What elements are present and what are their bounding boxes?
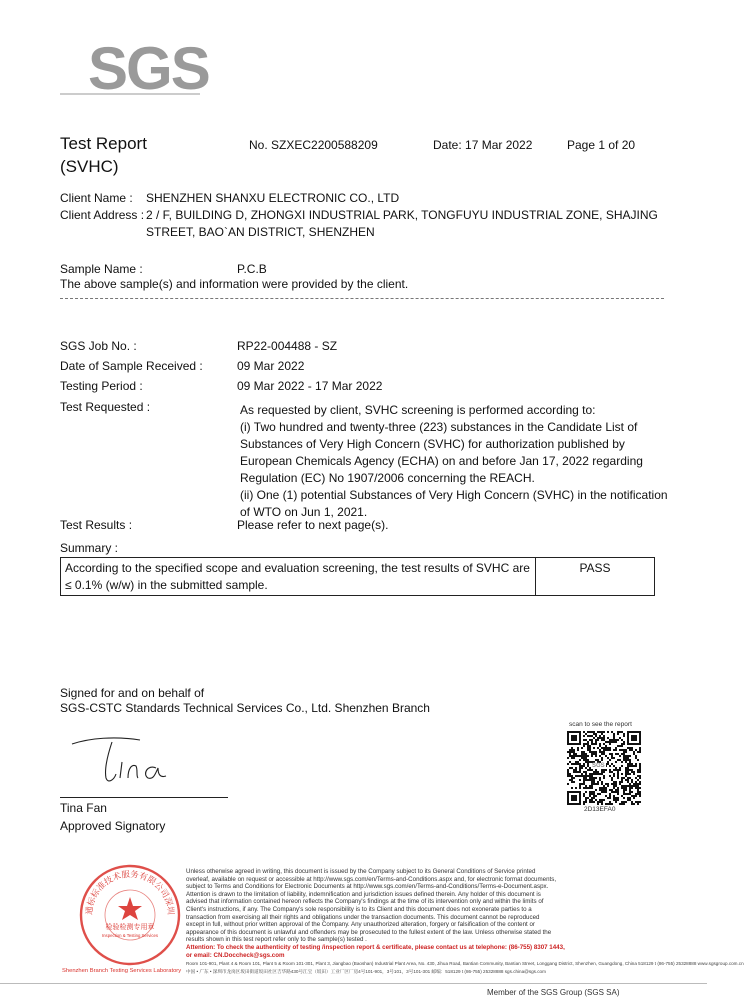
stamp-center-en: Inspection & Testing Services — [101, 933, 159, 938]
footer-address — [186, 960, 744, 976]
client-address-line2: STREET, BAO`AN DISTRICT, SHENZHEN — [146, 225, 375, 239]
summary-result: PASS — [579, 561, 611, 575]
legal-line: Attention is drawn to the limitation of liability, indemnification and jurisdiction issues defined therein. Any holder of this document is — [186, 890, 541, 898]
requested-line: Substances of Very High Concern (SVHC) for authorization published by — [240, 437, 625, 451]
requested-label: Test Requested : — [60, 400, 151, 414]
sample-note: The above sample(s) and information were provided by the client. — [60, 277, 409, 291]
member-text: Member of the SGS Group (SGS SA) — [487, 988, 620, 997]
requested-text — [240, 402, 668, 521]
footer-rule — [0, 983, 707, 984]
requested-line: of WTO on Jun 1, 2021. — [240, 505, 368, 519]
official-stamp — [78, 863, 182, 967]
requested-line: (ii) One (1) potential Substances of Very High Concern (SVHC) in the notification — [240, 488, 668, 502]
footer-legal — [186, 868, 656, 959]
client-name-label: Client Name : — [60, 191, 133, 205]
period-value: 09 Mar 2022 - 17 Mar 2022 — [237, 379, 383, 393]
signature-image — [70, 732, 190, 792]
legal-line: results shown in this test report refer only to the sample(s) tested . — [186, 936, 367, 944]
job-label: SGS Job No. : — [60, 339, 137, 353]
received-value: 09 Mar 2022 — [237, 359, 305, 373]
requested-line: (i) Two hundred and twenty-three (223) substances in the Candidate List of — [240, 420, 638, 434]
signed-line1: Signed for and on behalf of — [60, 686, 205, 700]
stamp-bottom-text: Shenzhen Branch Testing Services Laboratory — [62, 968, 182, 974]
summary-text-line2: ≤ 0.1% (w/w) in the submitted sample. — [65, 578, 268, 592]
sample-name: P.C.B — [237, 262, 267, 276]
attention-line1: Attention: To check the authenticity of testing /inspection report & certificate, please contact us at telephone: (86-755) 8307 1443, — [186, 943, 565, 951]
results-value: Please refer to next page(s). — [237, 518, 389, 532]
attention-line2: or email: CN.Doccheck@sgs.com — [186, 951, 285, 959]
legal-line: Client's instructions, if any. The Company's sole responsibility is to its Client and this document does not exonerate parties to a — [186, 905, 532, 913]
summary-text-line1: According to the specified scope and evaluation screening, the test results of SVHC are — [65, 561, 530, 575]
qr-center-text: SGS — [592, 763, 605, 769]
legal-line: except in full, without prior written approval of the Company. Any unauthorized alteration, forgery or falsification of the content or — [186, 921, 535, 929]
report-subtitle: (SVHC) — [60, 157, 119, 176]
sgs-logo — [60, 35, 209, 102]
report-date: Date: 17 Mar 2022 — [433, 138, 533, 152]
client-address-line1: 2 / F, BUILDING D, ZHONGXI INDUSTRIAL PARK, TONGFUYU INDUSTRIAL ZONE, SHAJING — [146, 208, 658, 222]
report-title: Test Report — [60, 134, 147, 153]
qr-code[interactable] — [567, 731, 641, 805]
stamp-ring-text: 通标标准技术服务有限公司深圳 — [84, 869, 176, 916]
address-line-en: Room 101-901, Plant 4 & Room 101, Plant 5 & Room 101-301, Plant 3, Jiangbao (Baoshan) Industrial Plant Area, No. 430, Jihua Road, Bantian Community, Bantian Street, Longgang District, Shenzhen, Guangdong, China 518129 t (86-755) 25328888 www.sgsgroup.com.cn — [186, 961, 744, 966]
requested-line: As requested by client, SVHC screening is performed according to: — [240, 403, 596, 417]
requested-line: European Chemicals Agency (ECHA) on and before Jan 17, 2022 regarding — [240, 454, 643, 468]
summary-table — [60, 557, 655, 596]
legal-line: overleaf, available on request or accessible at http://www.sgs.com/en/Terms-and-Conditions.aspx and, for electronic format documents, — [186, 875, 557, 883]
page-number: Page 1 of 20 — [567, 138, 636, 152]
qr-caption: scan to see the report — [569, 721, 632, 728]
legal-line: appearance of this document is unlawful and offenders may be prosecuted to the fullest extent of the law. Unless otherwise stated the — [186, 928, 552, 936]
divider — [60, 298, 664, 299]
received-label: Date of Sample Received : — [60, 359, 203, 373]
signatory-name: Tina Fan — [60, 801, 107, 815]
report-number: No. SZXEC2200588209 — [249, 138, 378, 152]
logo-text: SGS — [88, 35, 209, 102]
job-value: RP22-004488 - SZ — [237, 339, 338, 353]
legal-line: advised that information contained hereon reflects the Company's findings at the time of its intervention only and within the limits of — [186, 898, 544, 906]
qr-code-id: 2D13EFA0 — [584, 806, 616, 813]
summary-text-cell — [61, 558, 536, 595]
sample-name-label: Sample Name : — [60, 262, 143, 276]
client-name: SHENZHEN SHANXU ELECTRONIC CO., LTD — [146, 191, 400, 205]
signed-line2: SGS-CSTC Standards Technical Services Co., Ltd. Shenzhen Branch — [60, 701, 430, 715]
legal-line: subject to Terms and Conditions for Electronic Documents at http://www.sgs.com/en/Terms-and-Conditions/Terms-e-Document.aspx. — [186, 883, 549, 891]
summary-label: Summary : — [60, 541, 119, 555]
signatory-title: Approved Signatory — [60, 819, 166, 833]
results-label: Test Results : — [60, 518, 133, 532]
requested-line: Regulation (EC) No 1907/2006 concerning the REACH. — [240, 471, 535, 485]
address-line-cn: 中国 • 广东 • 深圳市龙岗区坂田街道坂田社区吉华路430号江宝（坂田）工业厂区厂房4号101-901，3号101，3号101-301 邮编：518129 t (86-755) 25328888 sgs.china@sgs.com — [186, 969, 546, 974]
legal-line: transaction from exercising all their rights and obligations under the transaction documents. This document cannot be reproduced — [186, 913, 540, 921]
stamp-center-text: 检验检测专用章 — [105, 923, 155, 931]
period-label: Testing Period : — [60, 379, 143, 393]
client-address-label: Client Address : — [60, 208, 145, 222]
summary-result-cell — [536, 558, 654, 595]
legal-line: Unless otherwise agreed in writing, this document is issued by the Company subject to its General Conditions of Service printed — [186, 868, 536, 875]
signature-line — [60, 797, 228, 798]
